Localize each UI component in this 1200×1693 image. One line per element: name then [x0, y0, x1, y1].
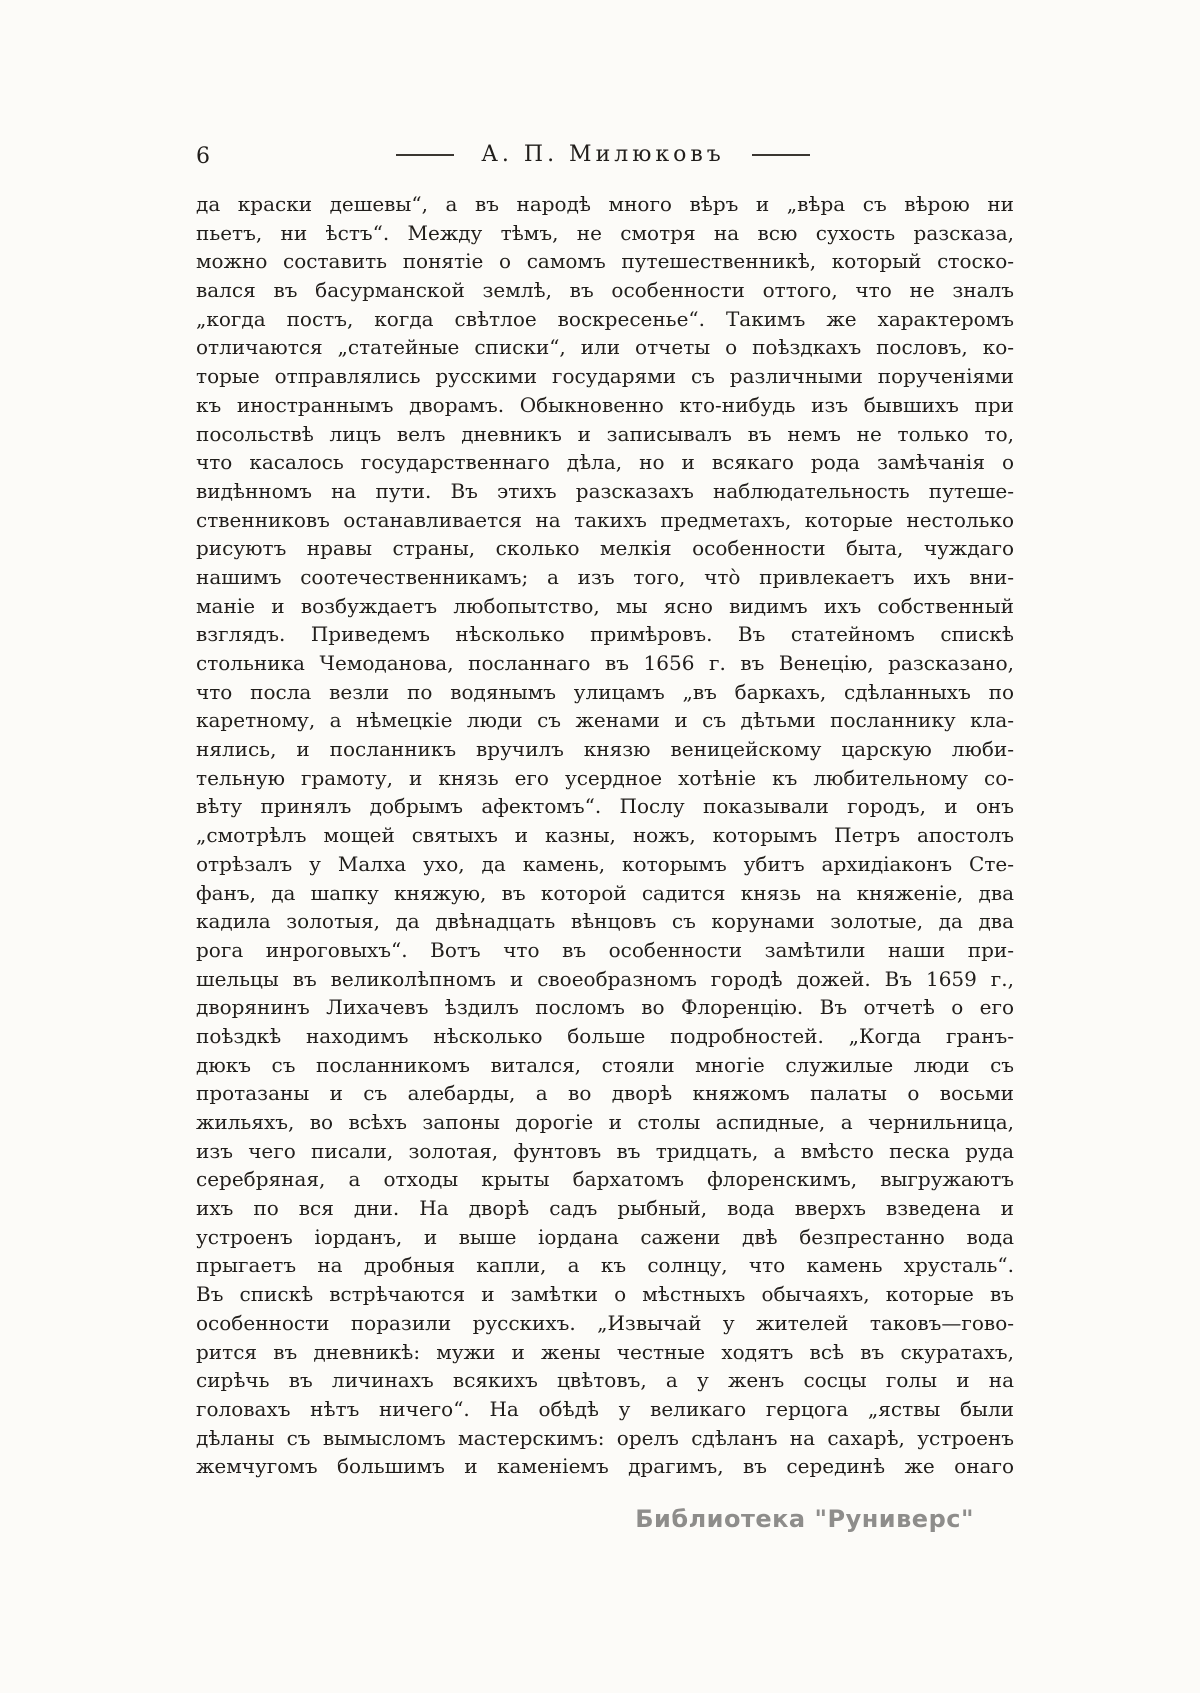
- running-head-author: А. П. Милюковъ: [481, 142, 725, 167]
- text-line: протазаны и съ алебарды, а во дворѣ княжомъ палаты о восьми: [196, 1081, 1014, 1106]
- text-line: жемчугомъ большимъ и каменіемъ драгимъ, въ серединѣ же онаго: [196, 1454, 1014, 1479]
- text-line: да краски дешевы“, а въ народѣ много вѣръ и „вѣра съ вѣрою ни: [196, 192, 1014, 216]
- page-header: [196, 142, 1010, 174]
- text-line: рисуютъ нравы страны, сколько мелкія особенности быта, чуждаго: [196, 536, 1014, 561]
- text-line: устроенъ іорданъ, и выше іордана сажени двѣ безпрестанно вода: [196, 1224, 1014, 1249]
- body-text: [196, 190, 1014, 1481]
- text-line: рится въ дневникѣ: мужи и жены честные ходятъ всѣ въ скуратахъ,: [196, 1339, 1014, 1364]
- text-line: маніе и возбуждаетъ любопытство, мы ясно видимъ ихъ собственный: [196, 593, 1014, 618]
- text-line: головахъ нѣтъ ничего“. На обѣдѣ у великаго герцога „яствы были: [196, 1396, 1014, 1421]
- text-line: дюкъ съ посланникомъ витался, стояли многіе служилые люди съ: [196, 1052, 1014, 1077]
- text-line: ихъ по вся дни. На дворѣ садъ рыбный, вода вверхъ взведена и: [196, 1196, 1014, 1221]
- running-head: [196, 142, 1010, 167]
- text-line: „когда постъ, когда свѣтлое воскресенье“. Такимъ же характеромъ: [196, 306, 1014, 331]
- text-line: сирѣчь въ личинахъ всякихъ цвѣтовъ, а у женъ сосцы голы и на: [196, 1368, 1014, 1393]
- text-line: „смотрѣлъ мощей святыхъ и казны, ножъ, которымъ Петръ апостолъ: [196, 823, 1014, 848]
- text-line: пьетъ, ни ѣстъ“. Между тѣмъ, не смотря на всю сухость разсказа,: [196, 220, 1014, 245]
- text-line: жильяхъ, во всѣхъ запоны дорогіе и столы аспидные, а чернильница,: [196, 1110, 1014, 1134]
- header-rule-right: [752, 154, 810, 156]
- text-line: шельцы въ великолѣпномъ и своеобразномъ городѣ дожей. Въ 1659 г.,: [196, 966, 1014, 991]
- text-line: вался въ басурманской землѣ, въ особенности оттого, что не зналъ: [196, 278, 1014, 303]
- text-line: посольствѣ лицъ велъ дневникъ и записывалъ въ немъ не только то,: [196, 421, 1014, 446]
- library-watermark: Библиотека "Руниверс": [635, 1505, 974, 1533]
- page-number: 6: [196, 144, 210, 169]
- text-line: изъ чего писали, золотая, фунтовъ въ тридцать, а вмѣсто песка руда: [196, 1138, 1014, 1163]
- text-line: отличаются „статейные списки“, или отчеты о поѣздкахъ пословъ, ко-: [196, 335, 1014, 360]
- text-line: фанъ, да шапку княжую, въ которой садится князь на княженіе, два: [196, 880, 1014, 905]
- header-rule-left: [396, 154, 454, 156]
- text-line: стольника Чемоданова, посланнаго въ 1656 г. въ Венецію, разсказано,: [196, 651, 1014, 675]
- text-line: прыгаетъ на дробныя капли, а къ солнцу, что камень хрусталь“.: [196, 1253, 1014, 1278]
- text-line: каретному, а нѣмецкіе люди съ женами и съ дѣтьми посланнику кла-: [196, 708, 1014, 733]
- text-line: къ иностраннымъ дворамъ. Обыкновенно кто-нибудь изъ бывшихъ при: [196, 392, 1014, 417]
- text-line: нялись, и посланникъ вручилъ князю веницейскому царскую люби-: [196, 737, 1014, 762]
- text-line: взглядъ. Приведемъ нѣсколько примѣровъ. Въ статейномъ спискѣ: [196, 622, 1014, 647]
- text-line: рога инроговыхъ“. Вотъ что въ особенности замѣтили наши при-: [196, 937, 1014, 962]
- text-line: нашимъ соотечественникамъ; а изъ того, что̀ привлекаетъ ихъ вни-: [196, 564, 1014, 589]
- text-line: что касалось государственнаго дѣла, но и всякаго рода замѣчанія о: [196, 450, 1014, 475]
- text-line: Въ спискѣ встрѣчаются и замѣтки о мѣстныхъ обычаяхъ, которые въ: [196, 1282, 1014, 1307]
- text-line: серебряная, а отходы крыты бархатомъ флоренскимъ, выгружаютъ: [196, 1167, 1014, 1192]
- text-line: отрѣзалъ у Малха ухо, да камень, которымъ убитъ архидіаконъ Сте-: [196, 851, 1014, 876]
- text-line: вѣту принялъ добрымъ афектомъ“. Послу показывали городъ, и онъ: [196, 794, 1014, 819]
- text-line: дворянинъ Лихачевъ ѣздилъ посломъ во Флоренцію. Въ отчетѣ о его: [196, 995, 1014, 1020]
- text-line: тельную грамоту, и князь его усердное хотѣніе къ любительному со-: [196, 765, 1014, 790]
- text-line: дѣланы съ вымысломъ мастерскимъ: орелъ сдѣланъ на сахарѣ, устроенъ: [196, 1425, 1014, 1450]
- text-line: можно составить понятіе о самомъ путешественникѣ, который стоско-: [196, 249, 1014, 274]
- text-line: что посла везли по водянымъ улицамъ „въ баркахъ, сдѣланныхъ по: [196, 679, 1014, 704]
- text-line: ственниковъ останавливается на такихъ предметахъ, которые нестолько: [196, 507, 1014, 532]
- text-line: поѣздкѣ находимъ нѣсколько больше подробностей. „Когда гранъ-: [196, 1023, 1014, 1048]
- text-line: особенности поразили русскихъ. „Извычай у жителей таковъ—гово-: [196, 1310, 1014, 1335]
- text-line: кадила золотыя, да двѣнадцать вѣнцовъ съ корунами золотые, да два: [196, 909, 1014, 934]
- text-line: видѣнномъ на пути. Въ этихъ разсказахъ наблюдательность путеше-: [196, 478, 1014, 503]
- text-line: торые отправлялись русскими государями съ различными порученіями: [196, 364, 1014, 389]
